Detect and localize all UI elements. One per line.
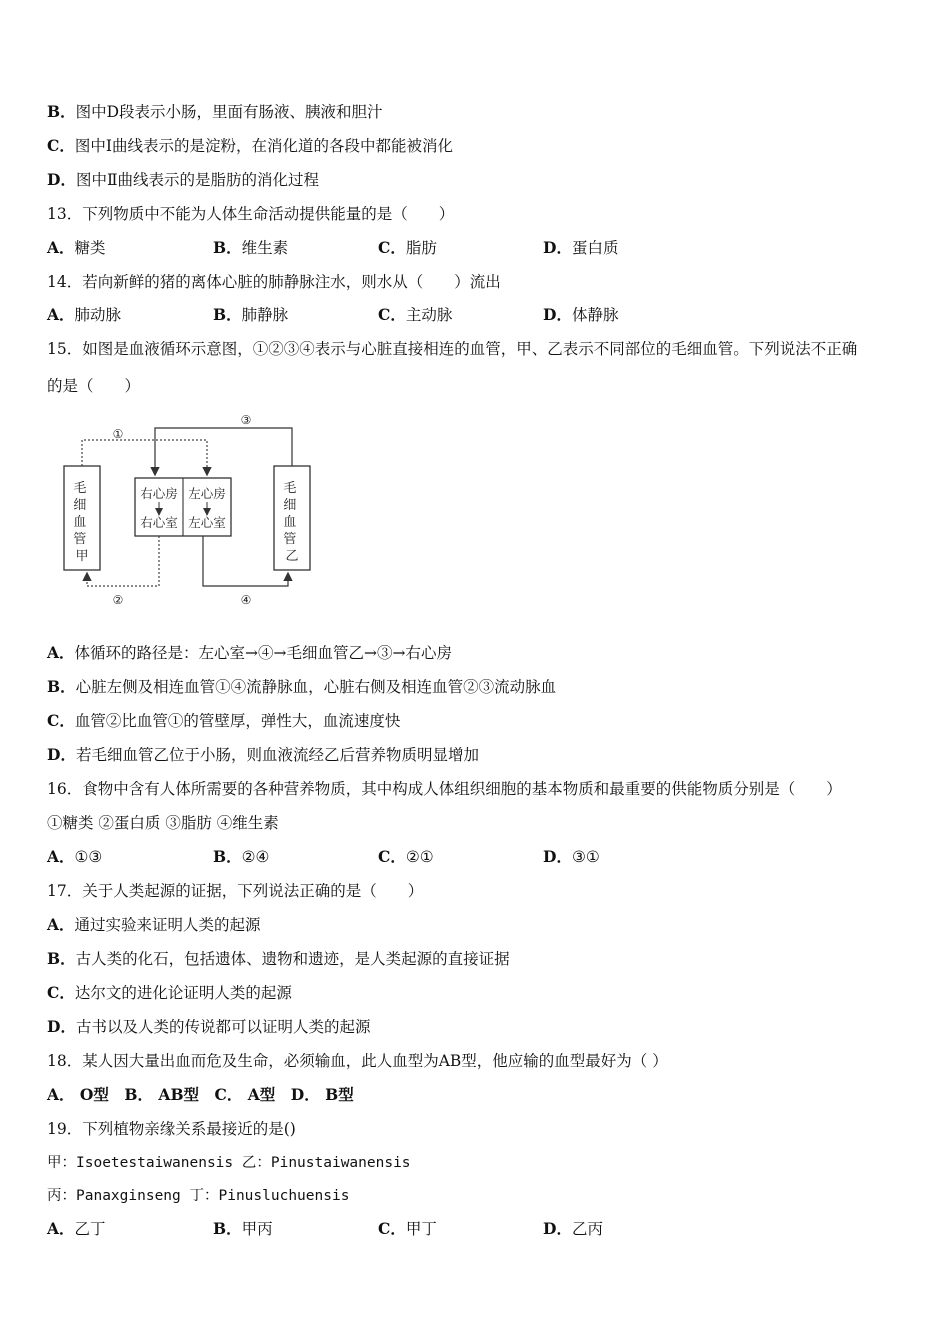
- q19-species-line1: 甲：Isoetestaiwanensis 乙：Pinustaiwanensis: [47, 1155, 411, 1171]
- q12-option-c: [47, 136, 453, 156]
- q18-options: A． O型 B． AB型 C． A型 D． B型: [47, 1085, 354, 1104]
- option-label: D．: [47, 1017, 76, 1036]
- option-label: D．: [543, 305, 572, 324]
- option-label: C．: [47, 136, 75, 155]
- option-text: ①③: [74, 848, 103, 866]
- option-text: 乙丙: [571, 1220, 603, 1238]
- q13-option-d: [543, 238, 618, 258]
- q16-option-c: [378, 847, 434, 867]
- option-label: A．: [47, 915, 75, 934]
- option-text: 血管②比血管①的管壁厚，弹性大，血流速度快: [74, 712, 401, 730]
- option-text: 古人类的化石，包括遗体、遗物和遗迹，是人类起源的直接证据: [75, 950, 510, 968]
- q17-stem: 17．关于人类起源的证据，下列说法正确的是（ ）: [47, 882, 424, 900]
- option-text: 图中Ⅰ曲线表示的是淀粉，在消化道的各段中都能被消化: [74, 137, 453, 155]
- vessel-1-label: ①: [112, 427, 124, 441]
- q14-option-c: [378, 305, 452, 325]
- q19-option-b: [213, 1219, 273, 1239]
- option-label: C．: [378, 305, 406, 324]
- q15-stem-line2: 的是（ ）: [47, 377, 141, 395]
- q18-stem: 18．某人因大量出血而危及生命，必须输血，此人血型为AB型，他应输的血型最好为（ ）: [47, 1052, 668, 1070]
- option-text: 体静脉: [571, 306, 619, 324]
- q14-option-a: [47, 305, 121, 325]
- q13-stem: 13．下列物质中不能为人体生命活动提供能量的是（ ）: [47, 205, 455, 223]
- option-label: D．: [543, 238, 572, 257]
- option-label: C．: [378, 847, 406, 866]
- option-label: B．: [213, 305, 242, 324]
- q19-option-d: [543, 1219, 603, 1239]
- option-label: B．: [47, 949, 76, 968]
- right-atrium: 右心房: [140, 486, 178, 501]
- right-ventricle: 右心室: [140, 515, 178, 530]
- option-text: 甲丙: [241, 1220, 273, 1238]
- vessel-4-label: ④: [240, 593, 252, 607]
- q17-option-c: [47, 983, 292, 1003]
- option-label: D．: [47, 745, 76, 764]
- q16-items: ①糖类 ②蛋白质 ③脂肪 ④维生素: [47, 814, 279, 832]
- q16-option-b: [213, 847, 269, 867]
- q13-option-c: [378, 238, 437, 258]
- option-text: 体循环的路径是：左心室→④→毛细血管乙→③→右心房: [74, 644, 452, 662]
- vessel-3-label: ③: [240, 413, 252, 427]
- option-text: 古书以及人类的传说都可以证明人类的起源: [75, 1018, 371, 1036]
- option-text: 脂肪: [405, 239, 437, 257]
- option-label: D．: [543, 847, 572, 866]
- blood-circulation-diagram: [58, 408, 328, 614]
- q15-option-a: [47, 643, 452, 663]
- option-text: 主动脉: [405, 306, 453, 324]
- q19-species-line2: 丙：Panaxginseng 丁：Pinusluchuensis: [47, 1188, 350, 1204]
- option-label: D．: [47, 170, 76, 189]
- q14-option-b: [213, 305, 288, 325]
- q12-option-b: [47, 102, 383, 122]
- option-text: 达尔文的进化论证明人类的起源: [74, 984, 292, 1002]
- q16-option-d: [543, 847, 600, 867]
- q19-stem: 19．下列植物亲缘关系最接近的是(): [47, 1120, 296, 1138]
- option-label: A．: [47, 1219, 75, 1238]
- q16-stem: 16．食物中含有人体所需要的各种营养物质，其中构成人体组织细胞的基本物质和最重要的供能物质分别是（ ）: [47, 780, 842, 798]
- option-text: ②④: [241, 848, 270, 866]
- left-ventricle: 左心室: [188, 515, 226, 530]
- option-label: B．: [213, 238, 242, 257]
- option-text: 若毛细血管乙位于小肠，则血液流经乙后营养物质明显增加: [75, 746, 479, 764]
- q15-option-d: [47, 745, 479, 765]
- option-label: C．: [47, 983, 75, 1002]
- option-label: A．: [47, 643, 75, 662]
- capillary-jia-label: 毛 细 血 管 甲: [73, 481, 89, 564]
- option-label: B．: [213, 847, 242, 866]
- option-label: A．: [47, 305, 75, 324]
- q19-option-a: [47, 1219, 106, 1239]
- option-label: B．: [213, 1219, 242, 1238]
- capillary-yi-label: 毛 细 血 管 乙: [283, 481, 299, 564]
- q15-option-b: [47, 677, 556, 697]
- left-atrium: 左心房: [188, 486, 226, 501]
- option-text: 甲丁: [405, 1220, 437, 1238]
- option-text: 图中Ⅱ曲线表示的是脂肪的消化过程: [75, 171, 319, 189]
- q17-option-a: [47, 915, 261, 935]
- q17-option-d: [47, 1017, 370, 1037]
- option-label: D．: [543, 1219, 572, 1238]
- option-text: 心脏左侧及相连血管①④流静脉血，心脏右侧及相连血管②③流动脉血: [75, 678, 557, 696]
- option-text: 乙丁: [74, 1220, 106, 1238]
- q19-option-c: [378, 1219, 437, 1239]
- option-label: C．: [378, 238, 406, 257]
- option-text: 糖类: [74, 239, 106, 257]
- option-label: C．: [47, 711, 75, 730]
- q14-stem: 14．若向新鲜的猪的离体心脏的肺静脉注水，则水从（ ）流出: [47, 273, 501, 291]
- q17-option-b: [47, 949, 510, 969]
- option-label: B．: [47, 102, 76, 121]
- option-text: ②①: [405, 848, 434, 866]
- option-text: 肺静脉: [241, 306, 289, 324]
- q15-option-c: [47, 711, 400, 731]
- q14-option-d: [543, 305, 618, 325]
- q12-option-d: [47, 170, 319, 190]
- q15-stem-line1: 15．如图是血液循环示意图，①②③④表示与心脏直接相连的血管，甲、乙表示不同部位的毛细血管。下列说法不正确: [47, 340, 858, 358]
- q16-option-a: [47, 847, 102, 867]
- option-text: 蛋白质: [571, 239, 619, 257]
- option-text: 肺动脉: [74, 306, 122, 324]
- q13-option-a: [47, 238, 106, 258]
- option-label: A．: [47, 847, 75, 866]
- q13-option-b: [213, 238, 288, 258]
- option-text: 图中D段表示小肠，里面有肠液、胰液和胆汁: [75, 103, 383, 121]
- option-text: ③①: [571, 848, 600, 866]
- option-text: 维生素: [241, 239, 289, 257]
- vessel-2-label: ②: [112, 593, 124, 607]
- option-label: C．: [378, 1219, 406, 1238]
- option-label: B．: [47, 677, 76, 696]
- option-text: 通过实验来证明人类的起源: [74, 916, 261, 934]
- option-label: A．: [47, 238, 75, 257]
